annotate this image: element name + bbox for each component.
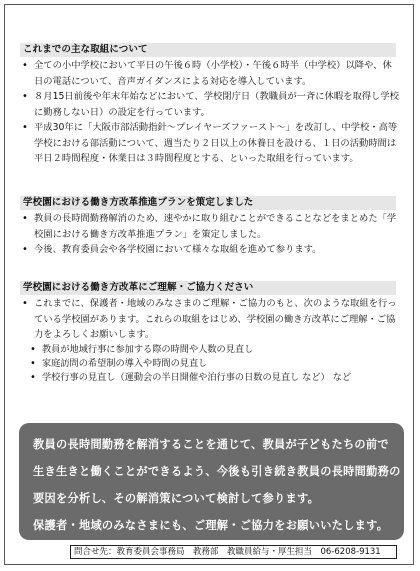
bullet-list (20, 211, 400, 258)
bullet-list (20, 296, 400, 343)
summary-box (19, 423, 404, 540)
bullet-item: • ８月15日前後や年末年始などにおいて、学校閉庁日（教職員が一斉に休暇を取得し学校に勤務しない日）の設定を行っています。 (20, 89, 400, 120)
bullet-list (20, 58, 400, 167)
sub-bullet-list (20, 343, 400, 385)
summary-line: 要因を分析し、その解消策について検討して参ります。 (33, 492, 320, 505)
bullet-item: • 全ての小中学校において平日の午後６時（小学校）・午後６時半（中学校）以降や、休日の電話について、音声ガイダンスによる対応を導入しています。 (20, 58, 400, 89)
section-cooperation-request (20, 281, 400, 385)
section-title: 学校園における働き方改革推進プランを策定しました (20, 196, 396, 210)
bullet-item: • これまでに、保護者・地域のみなさまのご理解・ご協力のもと、次のような取組を行っている学校園があります。これらの取組をはじめ、学校園の働き方改革にご理解・ご協力をよろしくお願いします。 (20, 296, 400, 343)
section-title: 学校園における働き方改革にご理解・ご協力ください (20, 281, 396, 295)
summary-line: 保護者・地域のみなさまにも、ご理解・ご協力をお願いいたします。 (33, 519, 389, 532)
section-title: これまでの主な取組について (20, 43, 396, 57)
section-current-initiatives (20, 43, 400, 167)
sub-bullet-item: • 学校行事の見直し（運動会の半日開催や泊行事の日数の見直し など） など (28, 371, 400, 385)
sub-bullet-item: • 教員が地域行事に参加する際の時間や人数の見直し (28, 343, 400, 357)
sub-bullet-item: • 家庭訪問の希望制の導入や時間の見直し (28, 357, 400, 371)
section-reform-plan (20, 196, 400, 258)
summary-line: 教員の長時間勤務を解消することを通じて、教員が子どもたちの前で (33, 438, 389, 451)
bullet-item: • 教員の長時間勤務解消のため、速やかに取り組むことができることなどをまとめた「学校園における働き方改革推進プラン」を策定しました。 (20, 211, 400, 242)
bullet-item: • 今後、教育委員会や各学校園において様々な取組を進めて参ります。 (20, 242, 400, 258)
bullet-item: • 平成30年に「大阪市部活動指針～プレイヤーズファースト～」を改訂し、中学校・高等学校における部活動について、週当たり２日以上の休養日を設ける、１日の活動時間は平日２時間程度・休業日は３時間程度とする、といった取組を行っています。 (20, 120, 400, 167)
contact-footer: 問合せ先：教育委員会事務局 教務部 教職員給与・厚生担当 06-6208-9131 (70, 545, 397, 559)
summary-line: 生き生きと働くことができるよう、今後も引き続き教員の長時間勤務の (33, 465, 401, 478)
